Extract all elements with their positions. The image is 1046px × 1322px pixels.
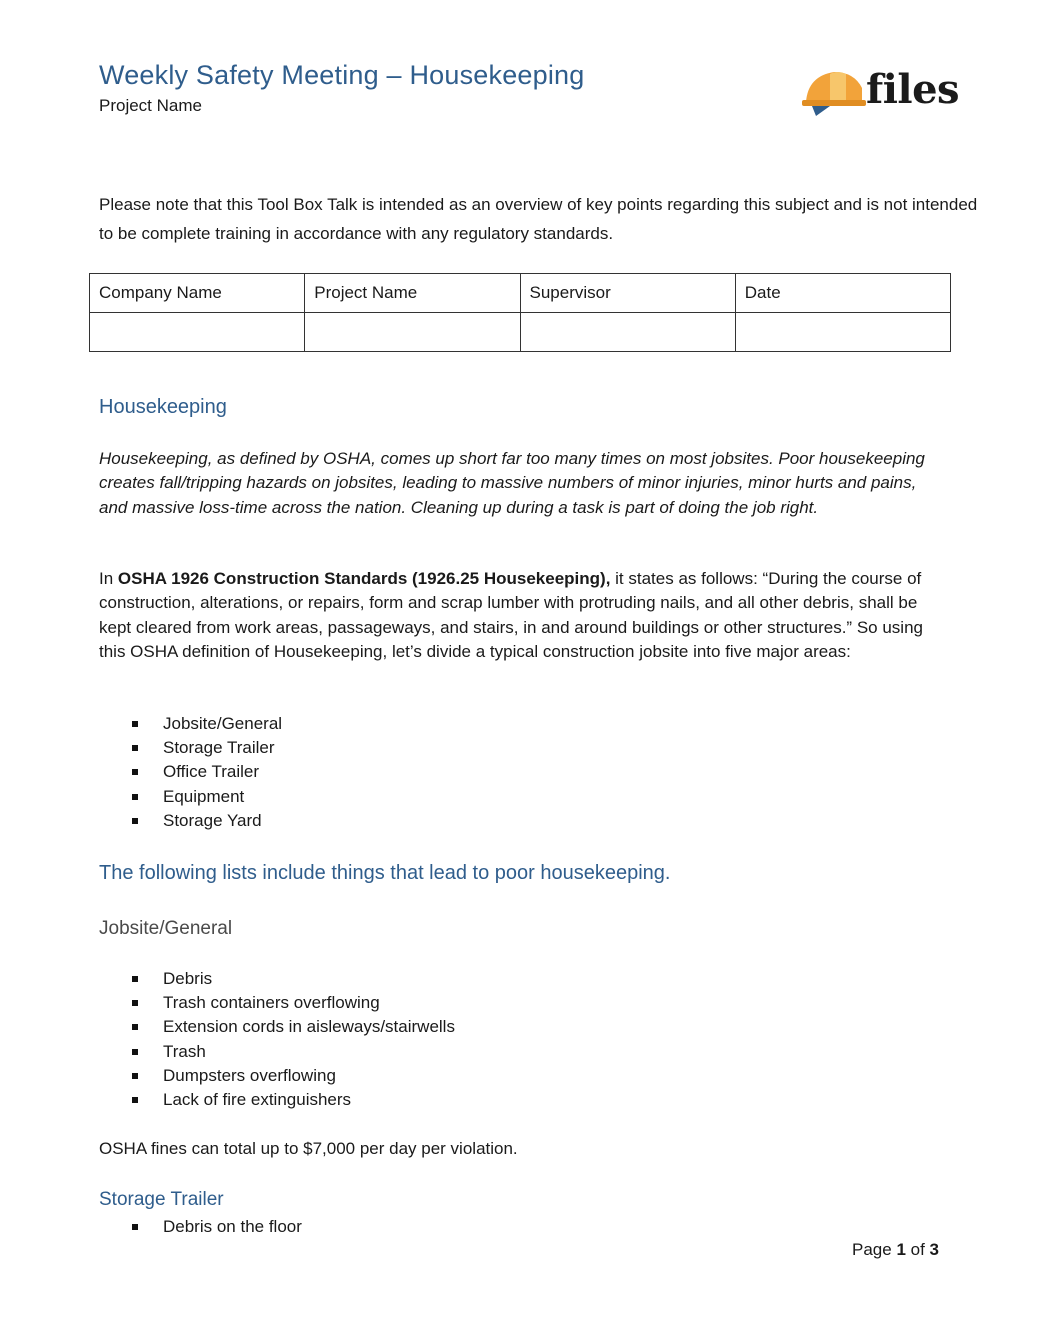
list-item <box>99 1215 302 1239</box>
page-label: Page <box>852 1240 897 1259</box>
osha-fines-note: OSHA fines can total up to $7,000 per day per violation. <box>99 1139 518 1158</box>
logo <box>802 66 972 118</box>
list-item-text: Jobsite/General <box>163 714 283 733</box>
table-header-project: Project Name <box>305 274 520 313</box>
square-bullet-icon <box>132 1224 138 1230</box>
storage-trailer-list <box>99 1215 302 1239</box>
page-title: Weekly Safety Meeting – Housekeeping <box>99 60 585 90</box>
square-bullet-icon <box>132 818 138 824</box>
list-item-text: Storage Trailer <box>163 738 275 758</box>
square-bullet-icon <box>132 1049 138 1055</box>
list-item <box>99 967 455 991</box>
osha-standard-paragraph <box>99 567 929 664</box>
list-item-text: Lack of fire extinguishers <box>163 1090 352 1110</box>
disclaimer-text: Please note that this Tool Box Talk is intended as an overview of key points regarding this subject and is not intended to be complete training in accordance with any regulatory standards. <box>99 195 978 243</box>
list-item <box>99 1088 455 1112</box>
list-item <box>99 712 282 736</box>
square-bullet-icon <box>132 745 138 751</box>
square-bullet-icon <box>132 1000 138 1006</box>
list-item <box>99 809 282 833</box>
list-item-text: Debris <box>163 969 213 988</box>
company-name-cell[interactable] <box>90 313 305 352</box>
project-name-subtitle: Project Name <box>99 96 202 115</box>
project-name-cell[interactable] <box>305 313 520 352</box>
list-item-text: Extension cords in aisleways/stairwells <box>163 1017 455 1037</box>
table-value-row <box>90 313 951 352</box>
jobsite-general-heading: Jobsite/General <box>99 918 233 939</box>
current-page: 1 <box>896 1240 906 1259</box>
table-header-row <box>90 274 951 313</box>
osha-quote: it states as follows: “During the course of construction, alterations, or repairs, form and scrap lumber with protruding nails, and all other debris, shall be kept cleared from work areas, passageways, and stairs, in and around buildings or other structures.” So using this OSHA definition of Housekeeping, let’s divide a typical construction jobsite into five major areas: <box>99 569 923 661</box>
areas-list <box>99 712 282 833</box>
list-item-text: Office Trailer <box>163 762 260 782</box>
osha-standard-name: OSHA 1926 Construction Standards (1926.25 Housekeeping), <box>117 569 611 588</box>
of-label: of <box>905 1240 930 1259</box>
list-item <box>99 785 282 809</box>
list-item-text: Storage Yard <box>163 810 262 830</box>
square-bullet-icon <box>132 769 138 775</box>
list-item <box>99 760 282 784</box>
square-bullet-icon <box>132 794 138 800</box>
date-cell[interactable] <box>735 313 950 352</box>
page-number <box>852 1240 939 1260</box>
list-item-text: Equipment <box>163 786 245 806</box>
hard-hat-icon <box>802 66 872 118</box>
list-item-text: Dumpsters overflowing <box>163 1065 336 1085</box>
square-bullet-icon <box>132 1024 138 1030</box>
table-header-date: Date <box>735 274 950 313</box>
list-item-text: Trash <box>163 1041 206 1061</box>
table-header-supervisor: Supervisor <box>520 274 735 313</box>
square-bullet-icon <box>132 1073 138 1079</box>
list-item-text: Debris on the floor <box>163 1217 302 1236</box>
list-item <box>99 991 455 1015</box>
poor-housekeeping-heading: The following lists include things that lead to poor housekeeping. <box>99 862 671 884</box>
table-header-company: Company Name <box>90 274 305 313</box>
list-item-text: Trash containers overflowing <box>163 993 380 1013</box>
square-bullet-icon <box>132 976 138 982</box>
housekeeping-intro: Housekeeping, as defined by OSHA, comes up short far too many times on most jobsites. Poor housekeeping creates fall/tripping hazards on jobsites, leading to massive numbers of minor injuries, minor hurts and pains, and massive loss-time across the nation. Cleaning up during a task is part of doing the job right. <box>99 449 925 517</box>
housekeeping-heading: Housekeeping <box>99 396 227 418</box>
list-item <box>99 1015 455 1039</box>
logo-text: files <box>866 66 960 113</box>
square-bullet-icon <box>132 1097 138 1103</box>
total-pages: 3 <box>929 1240 939 1259</box>
project-info-table <box>89 273 951 352</box>
list-item <box>99 736 282 760</box>
osha-prefix: In <box>99 569 118 588</box>
storage-trailer-heading: Storage Trailer <box>99 1189 224 1210</box>
supervisor-cell[interactable] <box>520 313 735 352</box>
square-bullet-icon <box>132 721 138 727</box>
list-item <box>99 1064 455 1088</box>
jobsite-list <box>99 967 455 1112</box>
list-item <box>99 1040 455 1064</box>
